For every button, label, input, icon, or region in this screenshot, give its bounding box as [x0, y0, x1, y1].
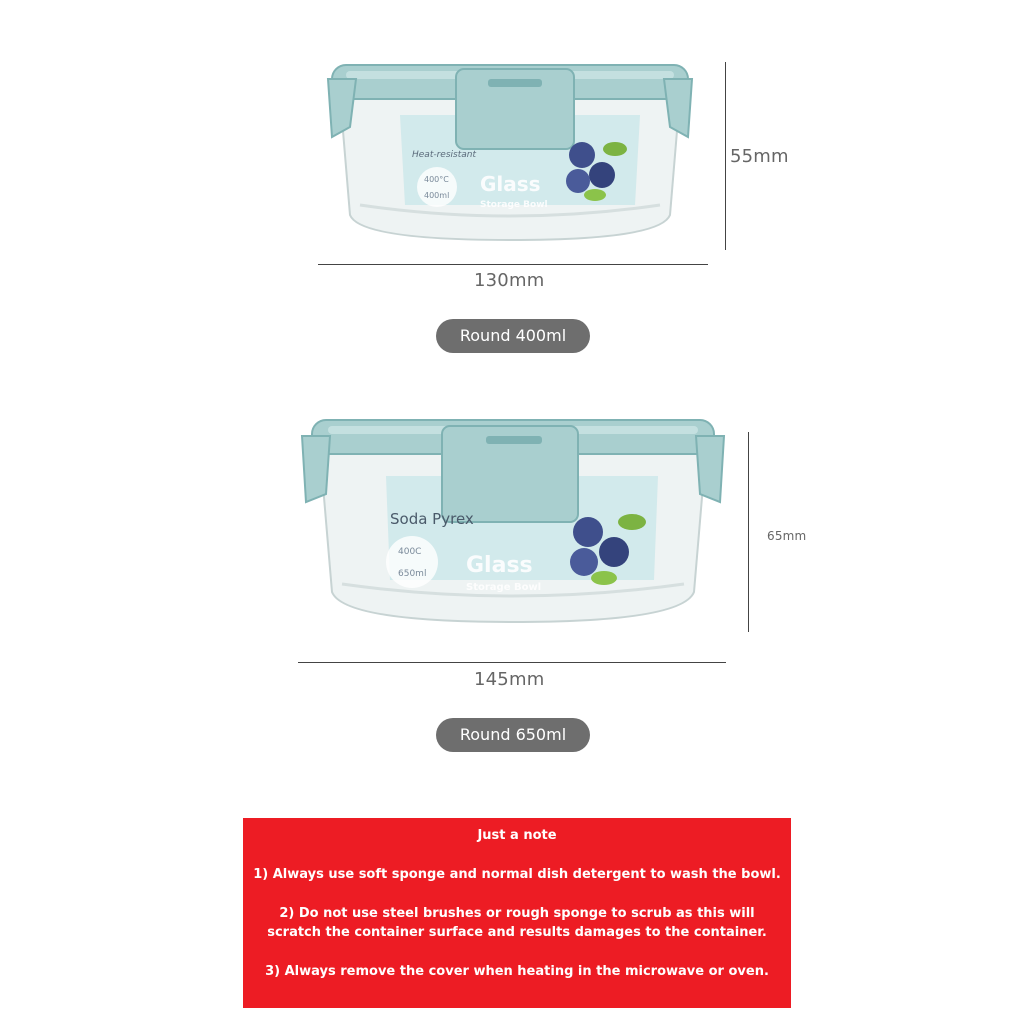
care-note-title: Just a note — [477, 828, 557, 843]
height-dimension-line-650ml — [748, 432, 749, 632]
bowl-650ml-brand: Soda Pyrex — [390, 510, 474, 528]
bowl-650ml-image — [298, 412, 728, 632]
bowl-400ml-badge-temp: 400°C — [424, 175, 449, 184]
care-note-item-3: 3) Always remove the cover when heating in the microwave or oven. — [265, 964, 769, 979]
height-label-650ml: 65mm — [767, 529, 807, 543]
width-label-650ml: 145mm — [474, 669, 545, 690]
width-dimension-line-400ml — [318, 264, 708, 265]
height-label-400ml: 55mm — [730, 146, 789, 167]
size-pill-400ml: Round 400ml — [436, 319, 590, 353]
bowl-650ml-title: Glass — [466, 553, 533, 578]
bowl-400ml-subtitle: Storage Bowl — [480, 200, 548, 210]
care-note-item-2: 2) Do not use steel brushes or rough sponge to scrub as this will scratch the container surface and results damages to the container. — [267, 906, 767, 940]
bowl-400ml-title: Glass — [480, 172, 541, 196]
width-label-400ml: 130mm — [474, 270, 545, 291]
bowl-650ml-badge-volume: 650ml — [398, 569, 427, 579]
size-pill-650ml: Round 650ml — [436, 718, 590, 752]
bowl-400ml-image — [320, 55, 700, 250]
care-note-item-1: 1) Always use soft sponge and normal dish detergent to wash the bowl. — [253, 867, 781, 882]
bowl-400ml-badge-volume: 400ml — [424, 191, 450, 200]
height-dimension-line-400ml — [725, 62, 726, 250]
bowl-650ml-badge-temp: 400C — [398, 547, 422, 557]
care-note-box — [243, 818, 791, 1008]
bowl-650ml-subtitle: Storage Bowl — [466, 582, 542, 593]
bowl-400ml-brand: Heat-resistant — [412, 150, 476, 160]
width-dimension-line-650ml — [298, 662, 726, 663]
